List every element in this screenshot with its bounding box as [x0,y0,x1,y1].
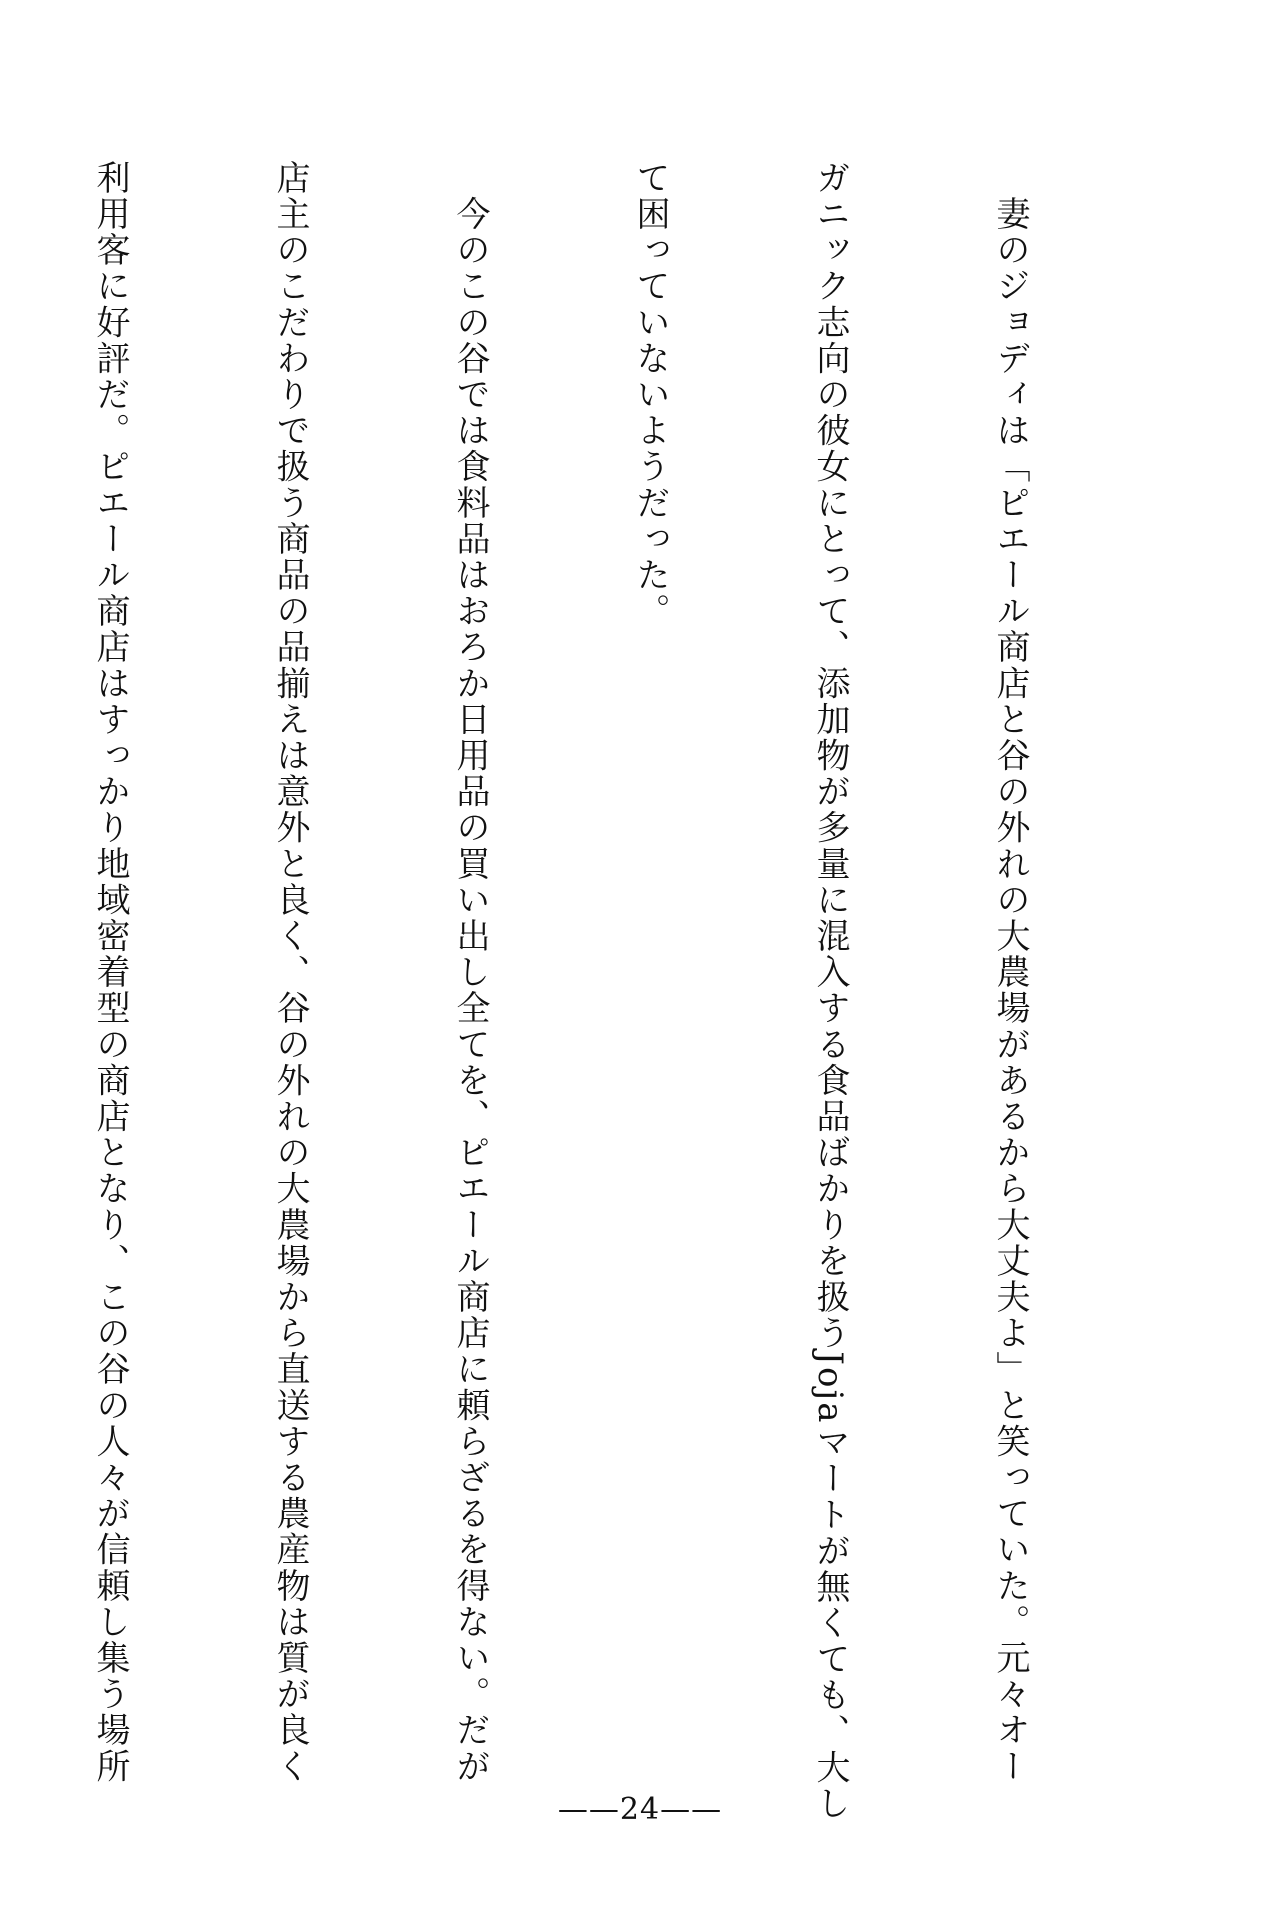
text-line: 今のこの谷では食料品はおろか日用品の買い出し全てを、ピエール商店に頼らざるを得ない。だが [450,160,490,1785]
text-line: 店主のこだわりで扱う商品の品揃えは意外と良く、谷の外れの大農場から直送する農産物は質が良く [270,160,310,1785]
text-line: て困っていないようだった。 [630,160,670,630]
text-line: 妻のジョディは「ピエール商店と谷の外れの大農場があるから大丈夫よ」と笑っていた。元々オー [990,160,1030,1785]
page-number: ——24—— [557,1792,723,1827]
text-line: 利用客に好評だ。ピエール商店はすっかり地域密着型の商店となり、この谷の人々が信頼し集う場所 [90,160,130,1785]
text-line: ガニック志向の彼女にとって、添加物が多量に混入する食品ばかりを扱うJojaマートが無くても、大し [810,160,850,1822]
